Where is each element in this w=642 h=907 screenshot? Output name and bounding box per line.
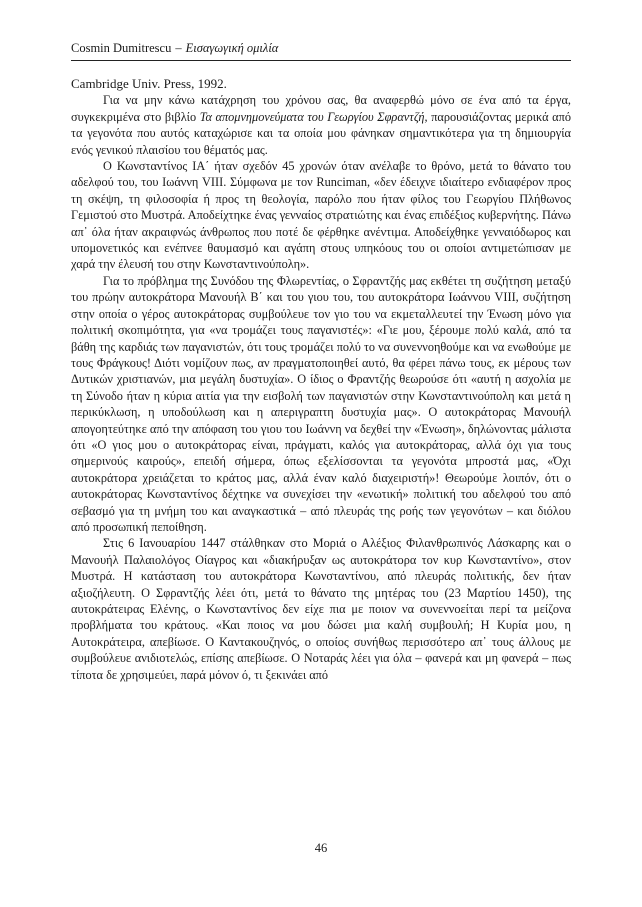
body-text bbox=[71, 76, 571, 683]
paragraph-2: Ο Κωνσταντίνος ΙΑ΄ ήταν σχεδόν 45 χρονών όταν ανέλαβε το θρόνο, μετά το θάνατο του αδελφού του, του Ιωάννη VIII. Σύμφωνα με τον Runciman, «δεν έδειχνε ιδιαίτερο ενδιαφέρον προς τη σκέψη, τη φιλοσοφία ή προς τη θεολογία, παρόλο που ήταν φίλος του Γεωργίου Πλήθωνος Γεμιστού στο Μυστρά. Αποδείχτηκε ένας γενναίος στρατιώτης και ένας επιδέξιος κυβερνήτης. Πάνω απ᾽ όλα ήταν ακραιφνώς άνθρωπος που ποτέ δε φέρθηκε ανέντιμα. Αποδείχθηκε γενναιόδωρος και υπομονετικός και ενέπνεε θαυμασμό και αγάπη στους υπηκόους του οι οποίοι αντιμετώπισαν με χαρά την έλευσή του στην Κωνσταντινούπολη». bbox=[71, 159, 571, 272]
paragraph-1-text-a: Για να μην κάνω κατάχρηση του χρόνου σας, θα αναφερθώ μόνο σε ένα από τα έργα, συγκεκριμένα στο βιβλίο bbox=[71, 93, 571, 124]
page-number: 46 bbox=[314, 841, 328, 855]
paragraph-1-text-b: παρουσιάζοντας μερικά από τα γεγονότα που αυτός καταχώρισε και τα οποία μου φάνηκαν σημαντικότερα για τη δημιουργία ενός γενικού πλαισίου του θέματός μας. bbox=[71, 109, 571, 157]
header-author: Cosmin Dumitrescu bbox=[71, 41, 172, 55]
running-header bbox=[71, 40, 571, 56]
paragraph-1 bbox=[71, 92, 571, 158]
paragraph-4: Στις 6 Ιανουαρίου 1447 στάλθηκαν στο Μοριά ο Αλέξιος Φιλανθρωπινός Λάσκαρης και ο Μανουήλ Παλαιολόγος Οίαγρος και «διακήρυξαν ως αυτοκράτορα τον κυρ Κωνσταντίνο», στον Μυστρά. Η κατάσταση του αυτοκράτορα Κωνσταντίνου, από πλευράς πολιτικής, δεν ήταν αξιοζήλευτη. Ο Σφραντζής λέει ότι, μετά το θάνατο της μητέρας του (23 Μαρτίου 1450), της αυτοκράτειρας Ελένης, ο Κωνσταντίνος δεν είχε πια με ποιον να συνεννοείται περί τα μείζονα προβλήματα του κράτους. «Και ποιος να μου δώσει μια καλή συμβουλή; Η Κυρία μου, η Αυτοκράτειρα, απεβίωσε. Ο Καντακουζηνός, ο οποίος συνήθως περισσότερο απ᾽ τους άλλους με συμβούλευε ανιδιοτελώς, επίσης απεβίωσε. Ο Νοταράς λέει για όλα – φανερά και μη φανερά – πως τίποτα δε χρησιμεύει, παρά μόνον ό, τι ξεκινάει από bbox=[71, 536, 571, 682]
book-title: Τα απομνημονεύματα του Γεωργίου Σφραντζή, bbox=[199, 109, 428, 124]
header-title: Εισαγωγική ομιλία bbox=[185, 41, 279, 55]
header-rule bbox=[71, 60, 571, 61]
paragraph-continuation: Cambridge Univ. Press, 1992. bbox=[71, 76, 227, 91]
paragraph-3: Για το πρόβλημα της Συνόδου της Φλωρεντίας, ο Σφραντζής μας εκθέτει τη συζήτηση μεταξύ του πρώην αυτοκράτορα Μανουήλ Β΄ και του γιου του, του αυτοκράτορα Ιωάννου VIII, συζήτηση στην οποία ο γέρος αυτοκράτορας συμβούλευε τον γιο του να εκμεταλλευτεί την Ένωση μόνο για πολιτική σκοπιμότητα, για «να τρομάζει τους παγανιστές»: «Γιε μου, ξέρουμε πολύ καλά, από τα βάθη της καρδιάς των παγανιστών, ότι τους τρομάζει πολύ το να συνεννοηθούμε και να ενωθούμε με τους Φράγκους! Διότι νομίζουν πως, αν πραγματοποιηθεί αυτό, θα φέρει πάνω τους, εκ μέρους των Δυτικών χριστιανών, μια μεγάλη δυστυχία». Ο ίδιος ο Φραντζής θεωρούσε ότι «αυτή η ασχολία με τη Σύνοδο ήταν η κύρια αιτία για την εισβολή των παγανιστών στην Κωνσταντινούπολη και μετά η περικύκλωση, η υποδούλωση και η απεριγραπτη δυστυχία μας». Ο αυτοκράτορας Μανουήλ απογοητεύτηκε από την απόφαση του γιου του Ιωάννη να δεχθεί την «Ένωση», δηλώνοντας μάλιστα ότι «Ο γιος μου ο αυτοκράτορας είναι, πράγματι, καλός για αυτοκράτορας, αλλά όχι για τους σημερινούς καιρούς», επειδή σήμερα, όπως εξελίσσονται τα γεγονότα μπροστά μας, «Όχι αυτοκράτορα χρειάζεται το κράτος μας, αλλά έναν καλό διαχειριστή»! Θεωρούμε λοιπόν, ότι ο αυτοκράτορας Κωνσταντίνος δέχτηκε να συνεχίσει την «ενωτική» πολιτική του αδελφού του από σεβασμό για τη μνήμη του και αναγκαστικά – από πλευράς της ροής των γεγονότων – και διόλου από προσωπική πεποίθηση. bbox=[71, 273, 571, 534]
header-separator: – bbox=[175, 41, 182, 55]
